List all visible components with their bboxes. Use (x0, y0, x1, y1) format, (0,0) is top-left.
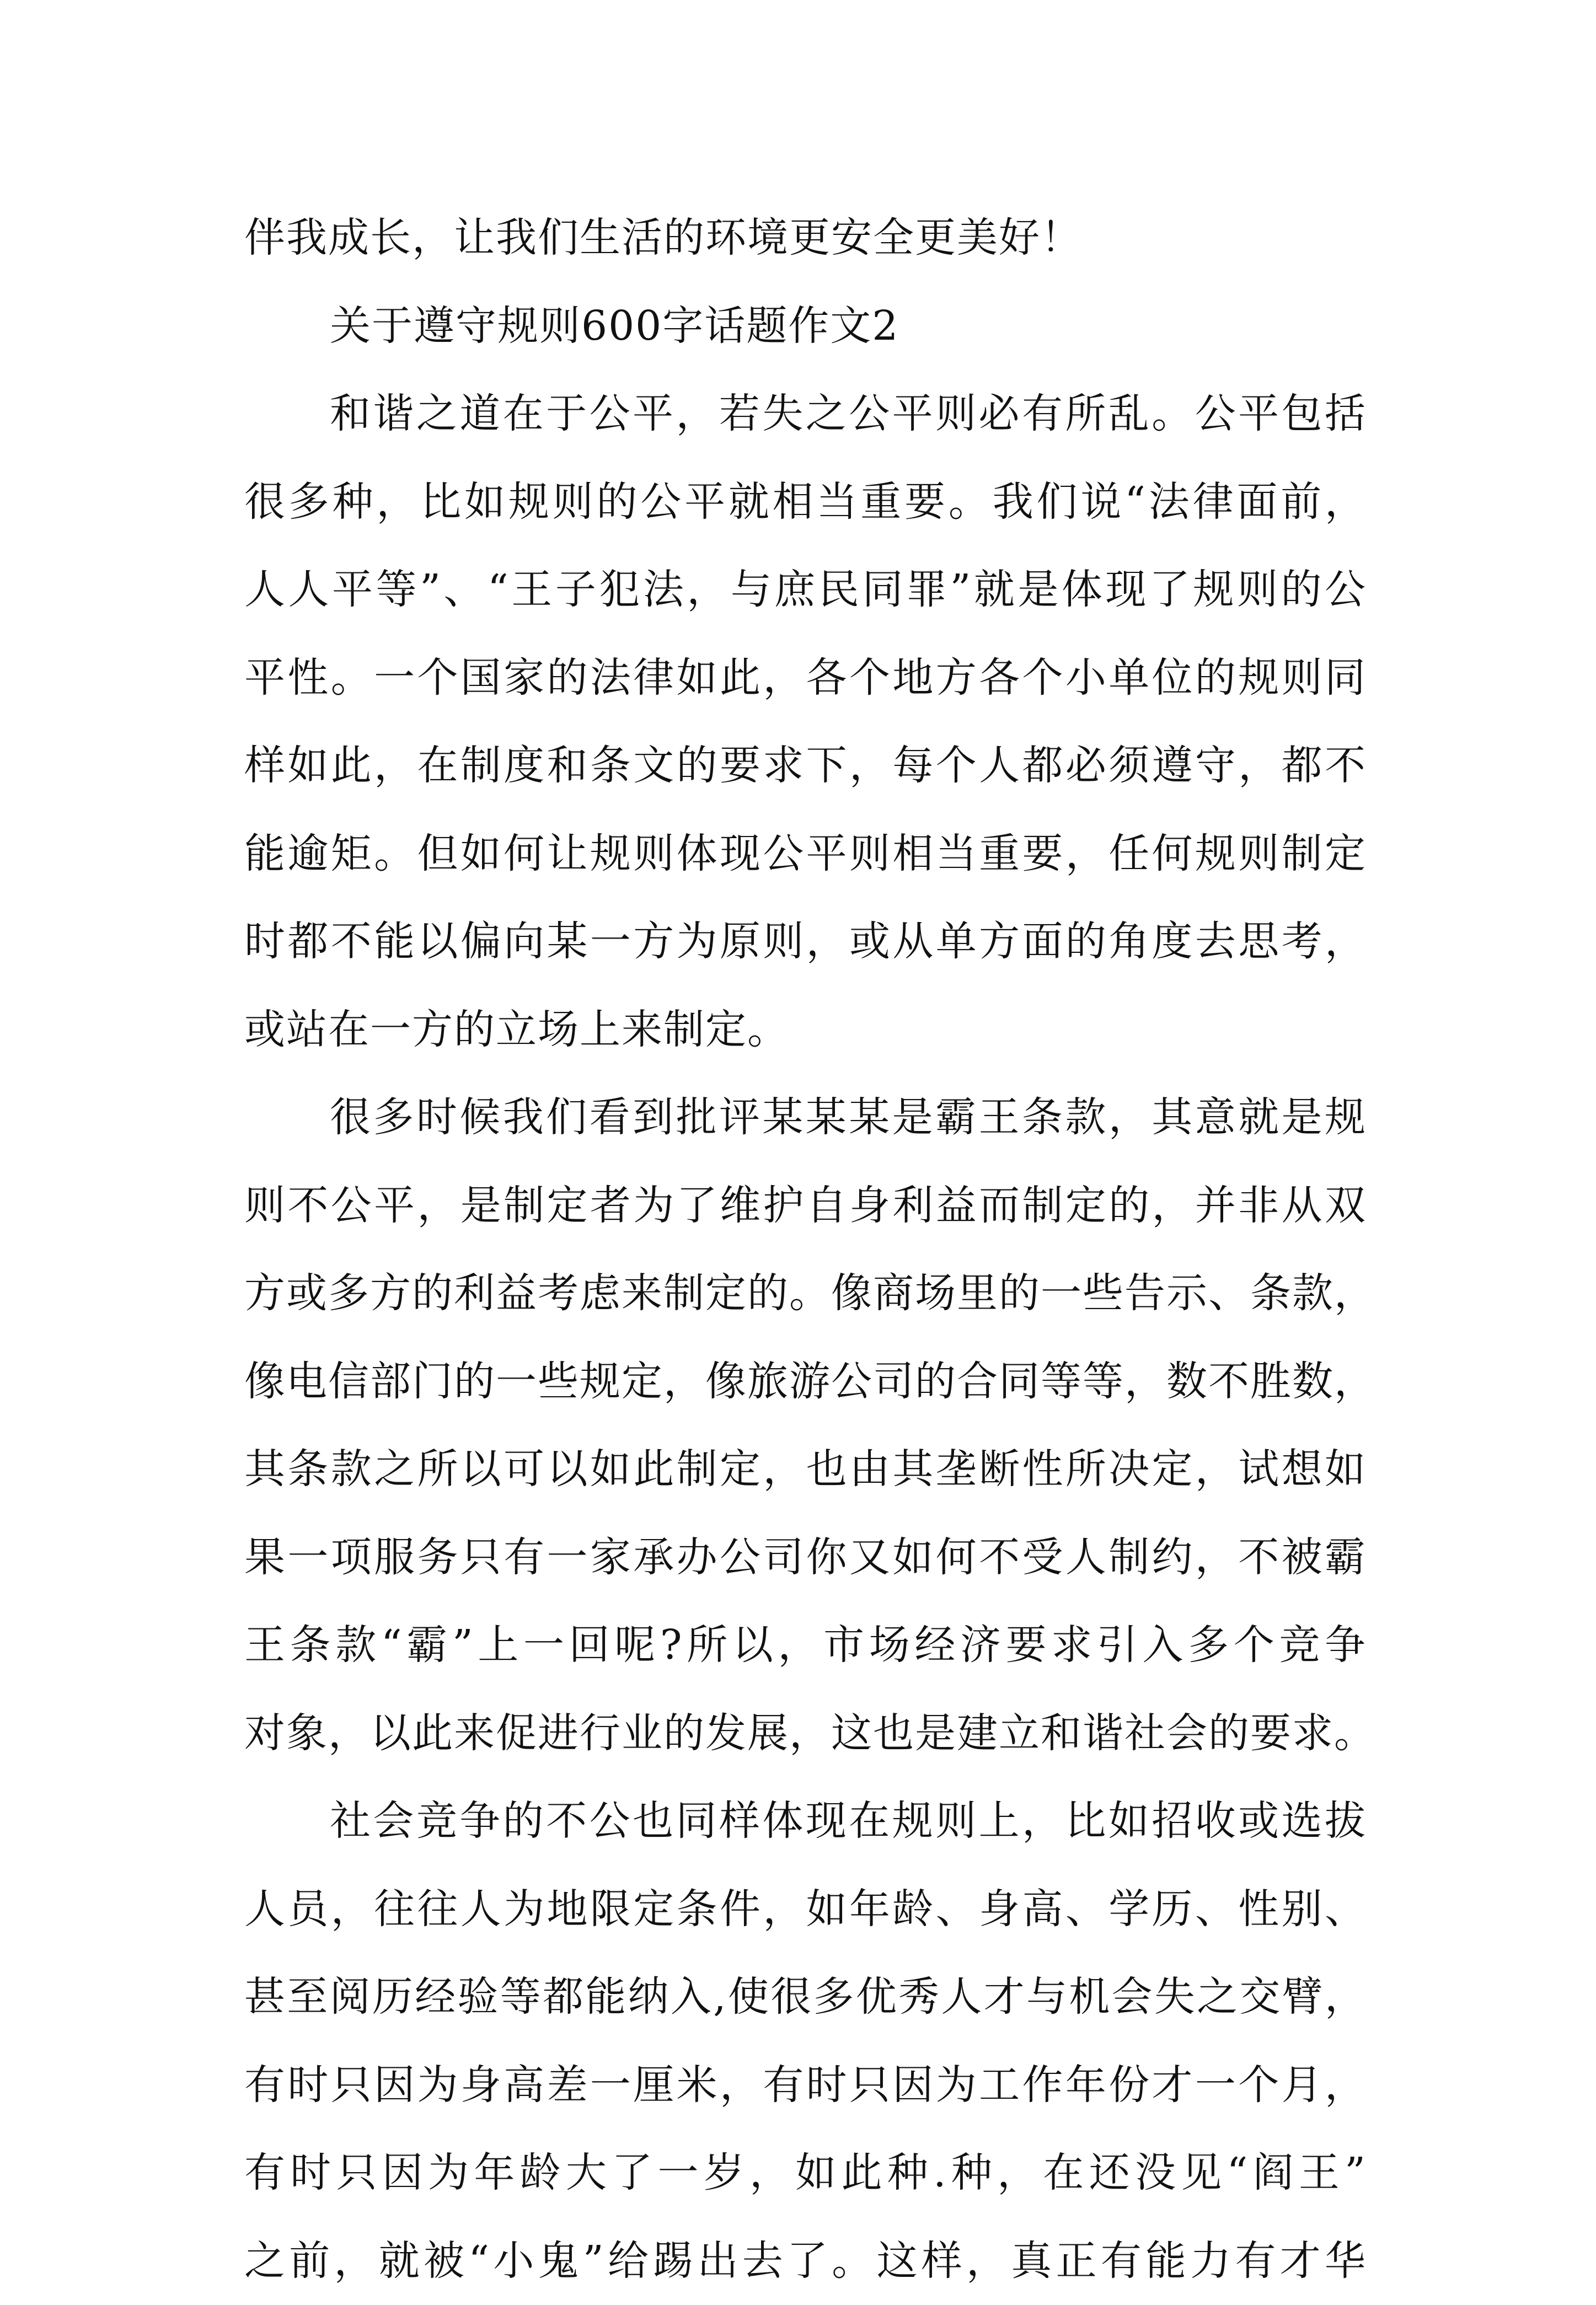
text-line: 有时只因为年龄大了一岁，如此种.种，在还没见“阎王” (244, 2129, 1367, 2217)
text-line: 样如此，在制度和条文的要求下，每个人都必须遵守，都不 (244, 722, 1367, 810)
text-line: 其条款之所以可以如此制定，也由其垄断性所决定，试想如 (244, 1425, 1367, 1514)
text-line: 则不公平，是制定者为了维护自身利益而制定的，并非从双 (244, 1162, 1367, 1250)
text-line: 有时只因为身高差一厘米，有时只因为工作年份才一个月， (244, 2041, 1367, 2130)
text-line: 很多种，比如规则的公平就相当重要。我们说“法律面前， (244, 458, 1367, 546)
text-line: 王条款“霸”上一回呢?所以，市场经济要求引入多个竞争 (244, 1601, 1367, 1690)
text-line: 之前，就被“小鬼”给踢出去了。这样，真正有能力有才华 (244, 2217, 1367, 2305)
text-line: 甚至阅历经验等都能纳入,使很多优秀人才与机会失之交臂， (244, 1953, 1367, 2041)
text-line: 时都不能以偏向某一方为原则，或从单方面的角度去思考， (244, 898, 1367, 986)
text-line: 伴我成长，让我们生活的环境更安全更美好！ (244, 194, 1367, 282)
text-line: 像电信部门的一些规定，像旅游公司的合同等等，数不胜数， (244, 1338, 1367, 1426)
text-line: 平性。一个国家的法律如此，各个地方各个小单位的规则同 (244, 634, 1367, 722)
text-line: 人员，往往人为地限定条件，如年龄、身高、学历、性别、 (244, 1866, 1367, 1954)
text-line: 对象，以此来促进行业的发展，这也是建立和谐社会的要求。 (244, 1690, 1367, 1778)
text-line: 社会竞争的不公也同样体现在规则上，比如招收或选拔 (244, 1777, 1367, 1866)
text-line: 方或多方的利益考虑来制定的。像商场里的一些告示、条款， (244, 1250, 1367, 1338)
text-line: 或站在一方的立场上来制定。 (244, 986, 1367, 1074)
text-line: 很多时候我们看到批评某某某是霸王条款，其意就是规 (244, 1074, 1367, 1162)
essay-title: 关于遵守规则600字话题作文2 (244, 282, 1367, 371)
document-body (244, 194, 1367, 2305)
text-line: 和谐之道在于公平，若失之公平则必有所乱。公平包括 (244, 370, 1367, 458)
text-line: 人人平等”、“王子犯法，与庶民同罪”就是体现了规则的公 (244, 546, 1367, 634)
text-line: 能逾矩。但如何让规则体现公平则相当重要，任何规则制定 (244, 810, 1367, 898)
text-line: 果一项服务只有一家承办公司你又如何不受人制约，不被霸 (244, 1514, 1367, 1602)
